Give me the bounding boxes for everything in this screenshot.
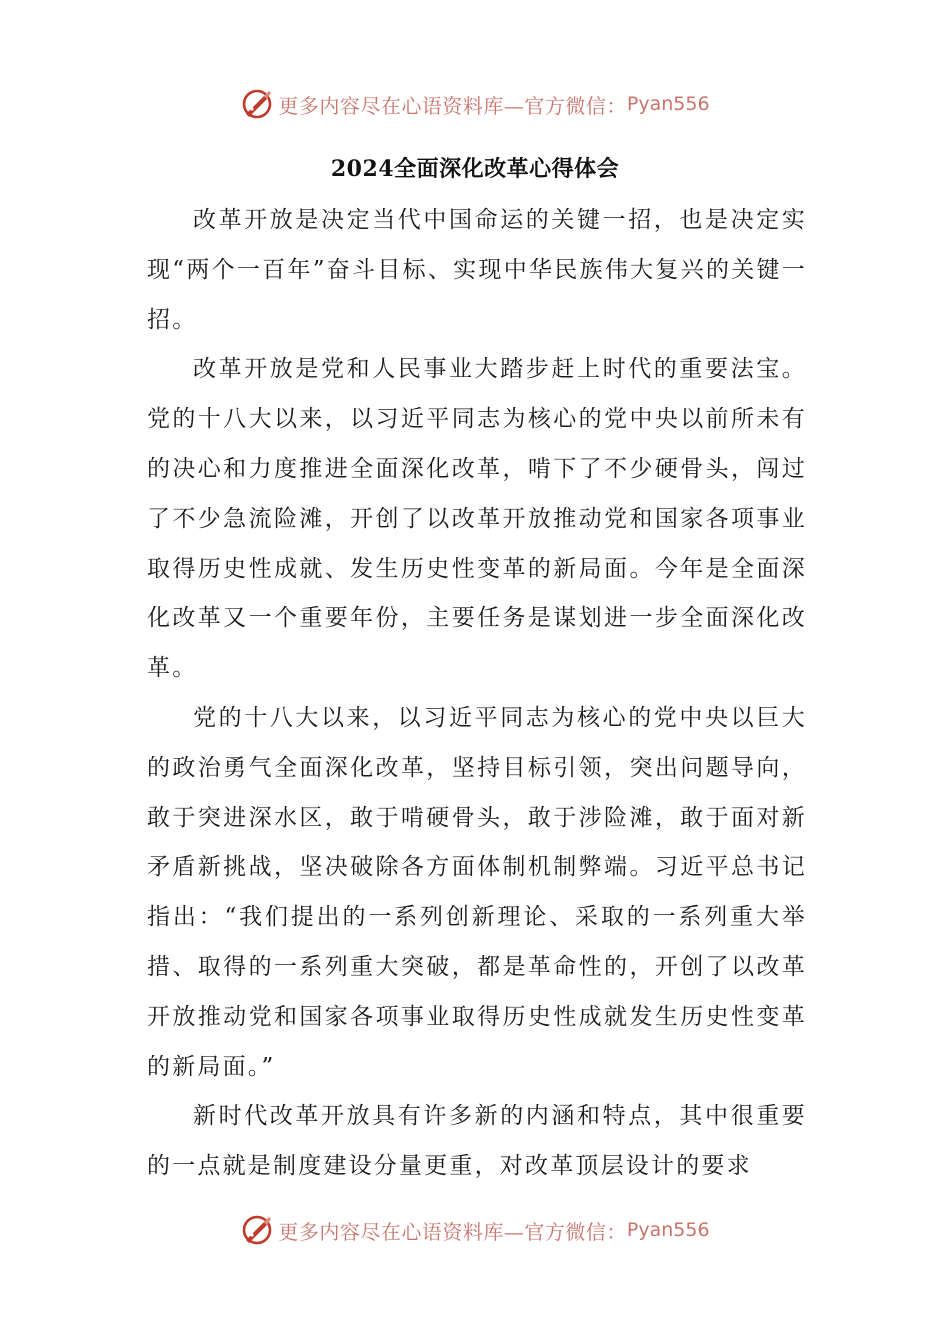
paragraph-3: 党的十八大以来，以习近平同志为核心的党中央以巨大的政治勇气全面深化改革，坚持目标引领，突出问题导向，敢于突进深水区，敢于啃硬骨头，敢于涉险滩，敢于面对新矛盾新挑战，坚决破除各方面体制机制弊端。习近平总书记指出：“我们提出的一系列创新理论、采取的一系列重大举措、取得的一系列重大突破，都是革命性的，开创了以改革开放推动党和国家各项事业取得历史性成就发生历史性变革的新局面。” (147, 704, 807, 1080)
paragraph-2: 改革开放是党和人民事业大踏步赶上时代的重要法宝。党的十八大以来，以习近平同志为核心的党中央以前所未有的决心和力度推进全面深化改革，啃下了不少硬骨头，闯过了不少急流险滩，开创了以改革开放推动党和国家各项事业取得历史性成就、发生历史性变革的新局面。今年是全面深化改革又一个重要年份，主要任务是谋划进一步全面深化改革。 (147, 356, 807, 682)
document-title: 2024全面深化改革心得体会 (330, 156, 620, 182)
pen-nib-logo-icon (240, 1213, 274, 1247)
banner-text: 更多内容尽在心语资料库—官方微信： (278, 1219, 627, 1244)
paragraph-4: 新时代改革开放具有许多新的内涵和特点，其中很重要的一点就是制度建设分量更重，对改革顶层设计的要求 (147, 1103, 807, 1180)
banner-wechat-id: Pyan556 (626, 1219, 710, 1241)
banner-text: 更多内容尽在心语资料库—官方微信： (278, 93, 627, 118)
header-banner (0, 84, 950, 124)
document-body (147, 196, 807, 1192)
banner-wechat-id: Pyan556 (626, 93, 710, 115)
pen-nib-logo-icon (240, 87, 274, 121)
paragraph-1: 改革开放是决定当代中国命运的关键一招，也是决定实现“两个一百年”奋斗目标、实现中华民族伟大复兴的关键一招。 (147, 207, 807, 333)
footer-banner (0, 1210, 950, 1250)
